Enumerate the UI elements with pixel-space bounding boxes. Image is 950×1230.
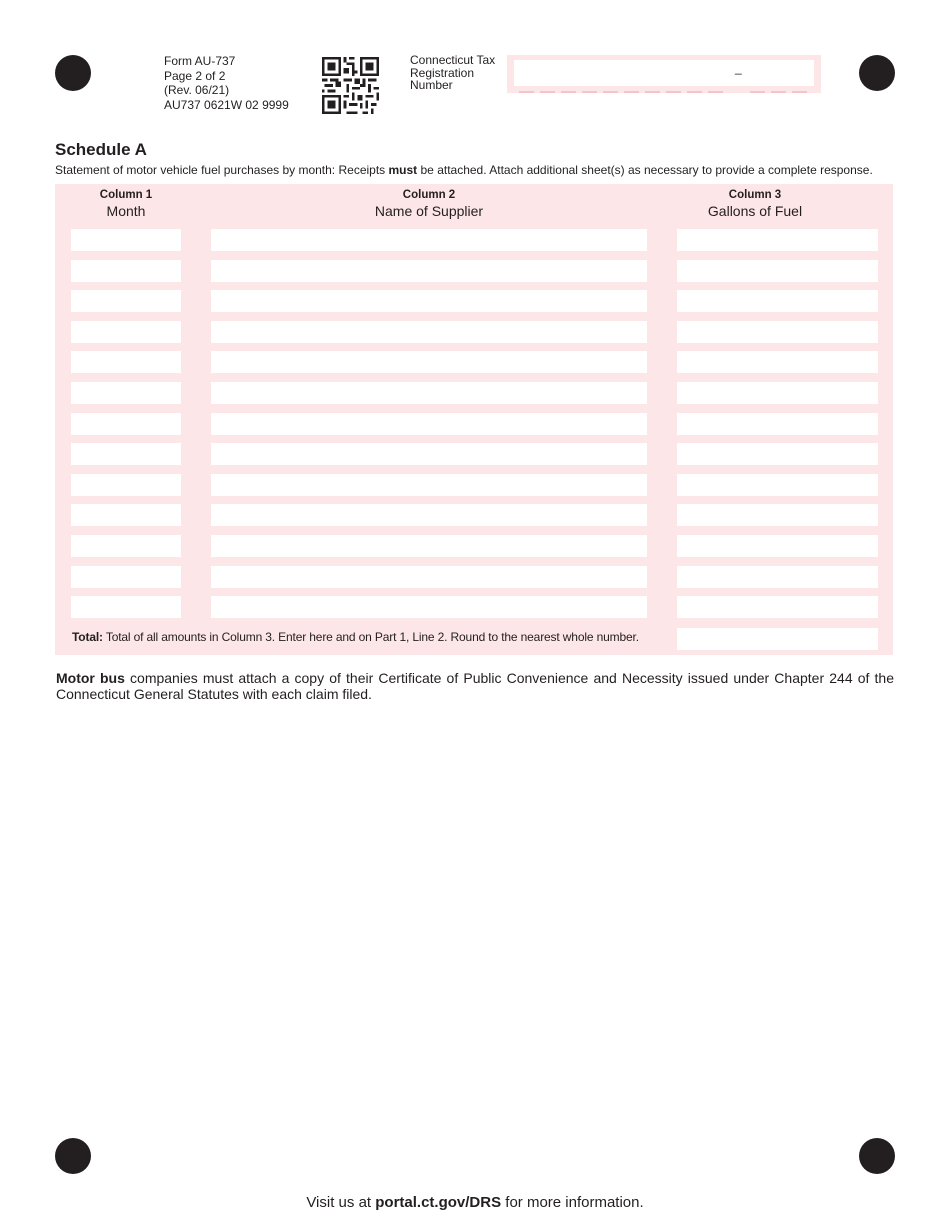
total-gallons-input[interactable] [677, 628, 878, 650]
column-2-header [211, 188, 647, 220]
column-1-number: Column 1 [99, 189, 153, 201]
gallons-input[interactable] [677, 566, 878, 588]
column-1-name: Month [106, 203, 146, 219]
month-input[interactable] [71, 566, 181, 588]
supplier-input[interactable] [211, 566, 647, 588]
schedule-description: Statement of motor vehicle fuel purchases by month: Receipts must be attached. Attach additional sheet(s) as necessary to provide a complete response. [55, 163, 873, 177]
gallons-input[interactable] [677, 290, 878, 312]
supplier-input[interactable] [211, 351, 647, 373]
gallons-input[interactable] [677, 351, 878, 373]
supplier-input[interactable] [211, 596, 647, 618]
supplier-input[interactable] [211, 229, 647, 251]
supplier-input[interactable] [211, 321, 647, 343]
registration-number-label: Connecticut Tax Registration Number [410, 53, 496, 92]
gallons-input[interactable] [677, 535, 878, 557]
month-input[interactable] [71, 351, 181, 373]
column-3-number: Column 3 [728, 189, 782, 201]
month-input[interactable] [71, 260, 181, 282]
gallons-input[interactable] [677, 413, 878, 435]
form-code: AU737 0621W 02 9999 [164, 97, 289, 112]
motor-bus-note: Motor bus companies must attach a copy of their Certificate of Public Convenience and Necessity issued under Chapter 244 of the Connecticut General Statutes with each claim filed. [56, 670, 894, 702]
total-instructions: Total: Total of all amounts in Column 3. Enter here and on Part 1, Line 2. Round to the nearest whole number. [72, 630, 639, 644]
gallons-input[interactable] [677, 260, 878, 282]
column-3-header [677, 188, 833, 220]
supplier-input[interactable] [211, 413, 647, 435]
form-name: Form AU-737 [164, 54, 236, 68]
drs-portal-link[interactable]: portal.ct.gov/DRS [375, 1194, 502, 1211]
gallons-input[interactable] [677, 596, 878, 618]
registration-number-input[interactable] [514, 60, 814, 86]
month-input[interactable] [71, 229, 181, 251]
footer: Visit us at portal.ct.gov/DRS for more information. [306, 1194, 644, 1211]
gallons-input[interactable] [677, 443, 878, 465]
gallons-input[interactable] [677, 382, 878, 404]
month-input[interactable] [71, 290, 181, 312]
month-input[interactable] [71, 321, 181, 343]
supplier-input[interactable] [211, 504, 647, 526]
supplier-input[interactable] [211, 443, 647, 465]
registration-digit-guides [515, 91, 815, 93]
month-input[interactable] [71, 596, 181, 618]
month-input[interactable] [71, 474, 181, 496]
qr-code-icon [322, 57, 379, 114]
form-info [164, 54, 289, 112]
gallons-input[interactable] [677, 504, 878, 526]
month-input[interactable] [71, 535, 181, 557]
supplier-input[interactable] [211, 260, 647, 282]
month-input[interactable] [71, 413, 181, 435]
registration-mark-bottom-left [55, 1138, 91, 1174]
supplier-input[interactable] [211, 290, 647, 312]
form-revision: (Rev. 06/21) [164, 83, 230, 97]
gallons-input[interactable] [677, 229, 878, 251]
month-input[interactable] [71, 382, 181, 404]
supplier-input[interactable] [211, 535, 647, 557]
month-input[interactable] [71, 504, 181, 526]
registration-mark-top-right [859, 55, 895, 91]
supplier-input[interactable] [211, 474, 647, 496]
column-1-header [71, 188, 181, 220]
gallons-input[interactable] [677, 321, 878, 343]
schedule-title: Schedule A [55, 140, 147, 159]
supplier-input[interactable] [211, 382, 647, 404]
page-number: Page 2 of 2 [164, 68, 226, 83]
gallons-input[interactable] [677, 474, 878, 496]
registration-mark-top-left [55, 55, 91, 91]
registration-separator: _ [735, 61, 742, 75]
column-3-name: Gallons of Fuel [707, 203, 803, 219]
registration-mark-bottom-right [859, 1138, 895, 1174]
column-2-name: Name of Supplier [374, 203, 484, 219]
registration-number-box [507, 55, 821, 93]
month-input[interactable] [71, 443, 181, 465]
column-2-number: Column 2 [402, 189, 456, 201]
